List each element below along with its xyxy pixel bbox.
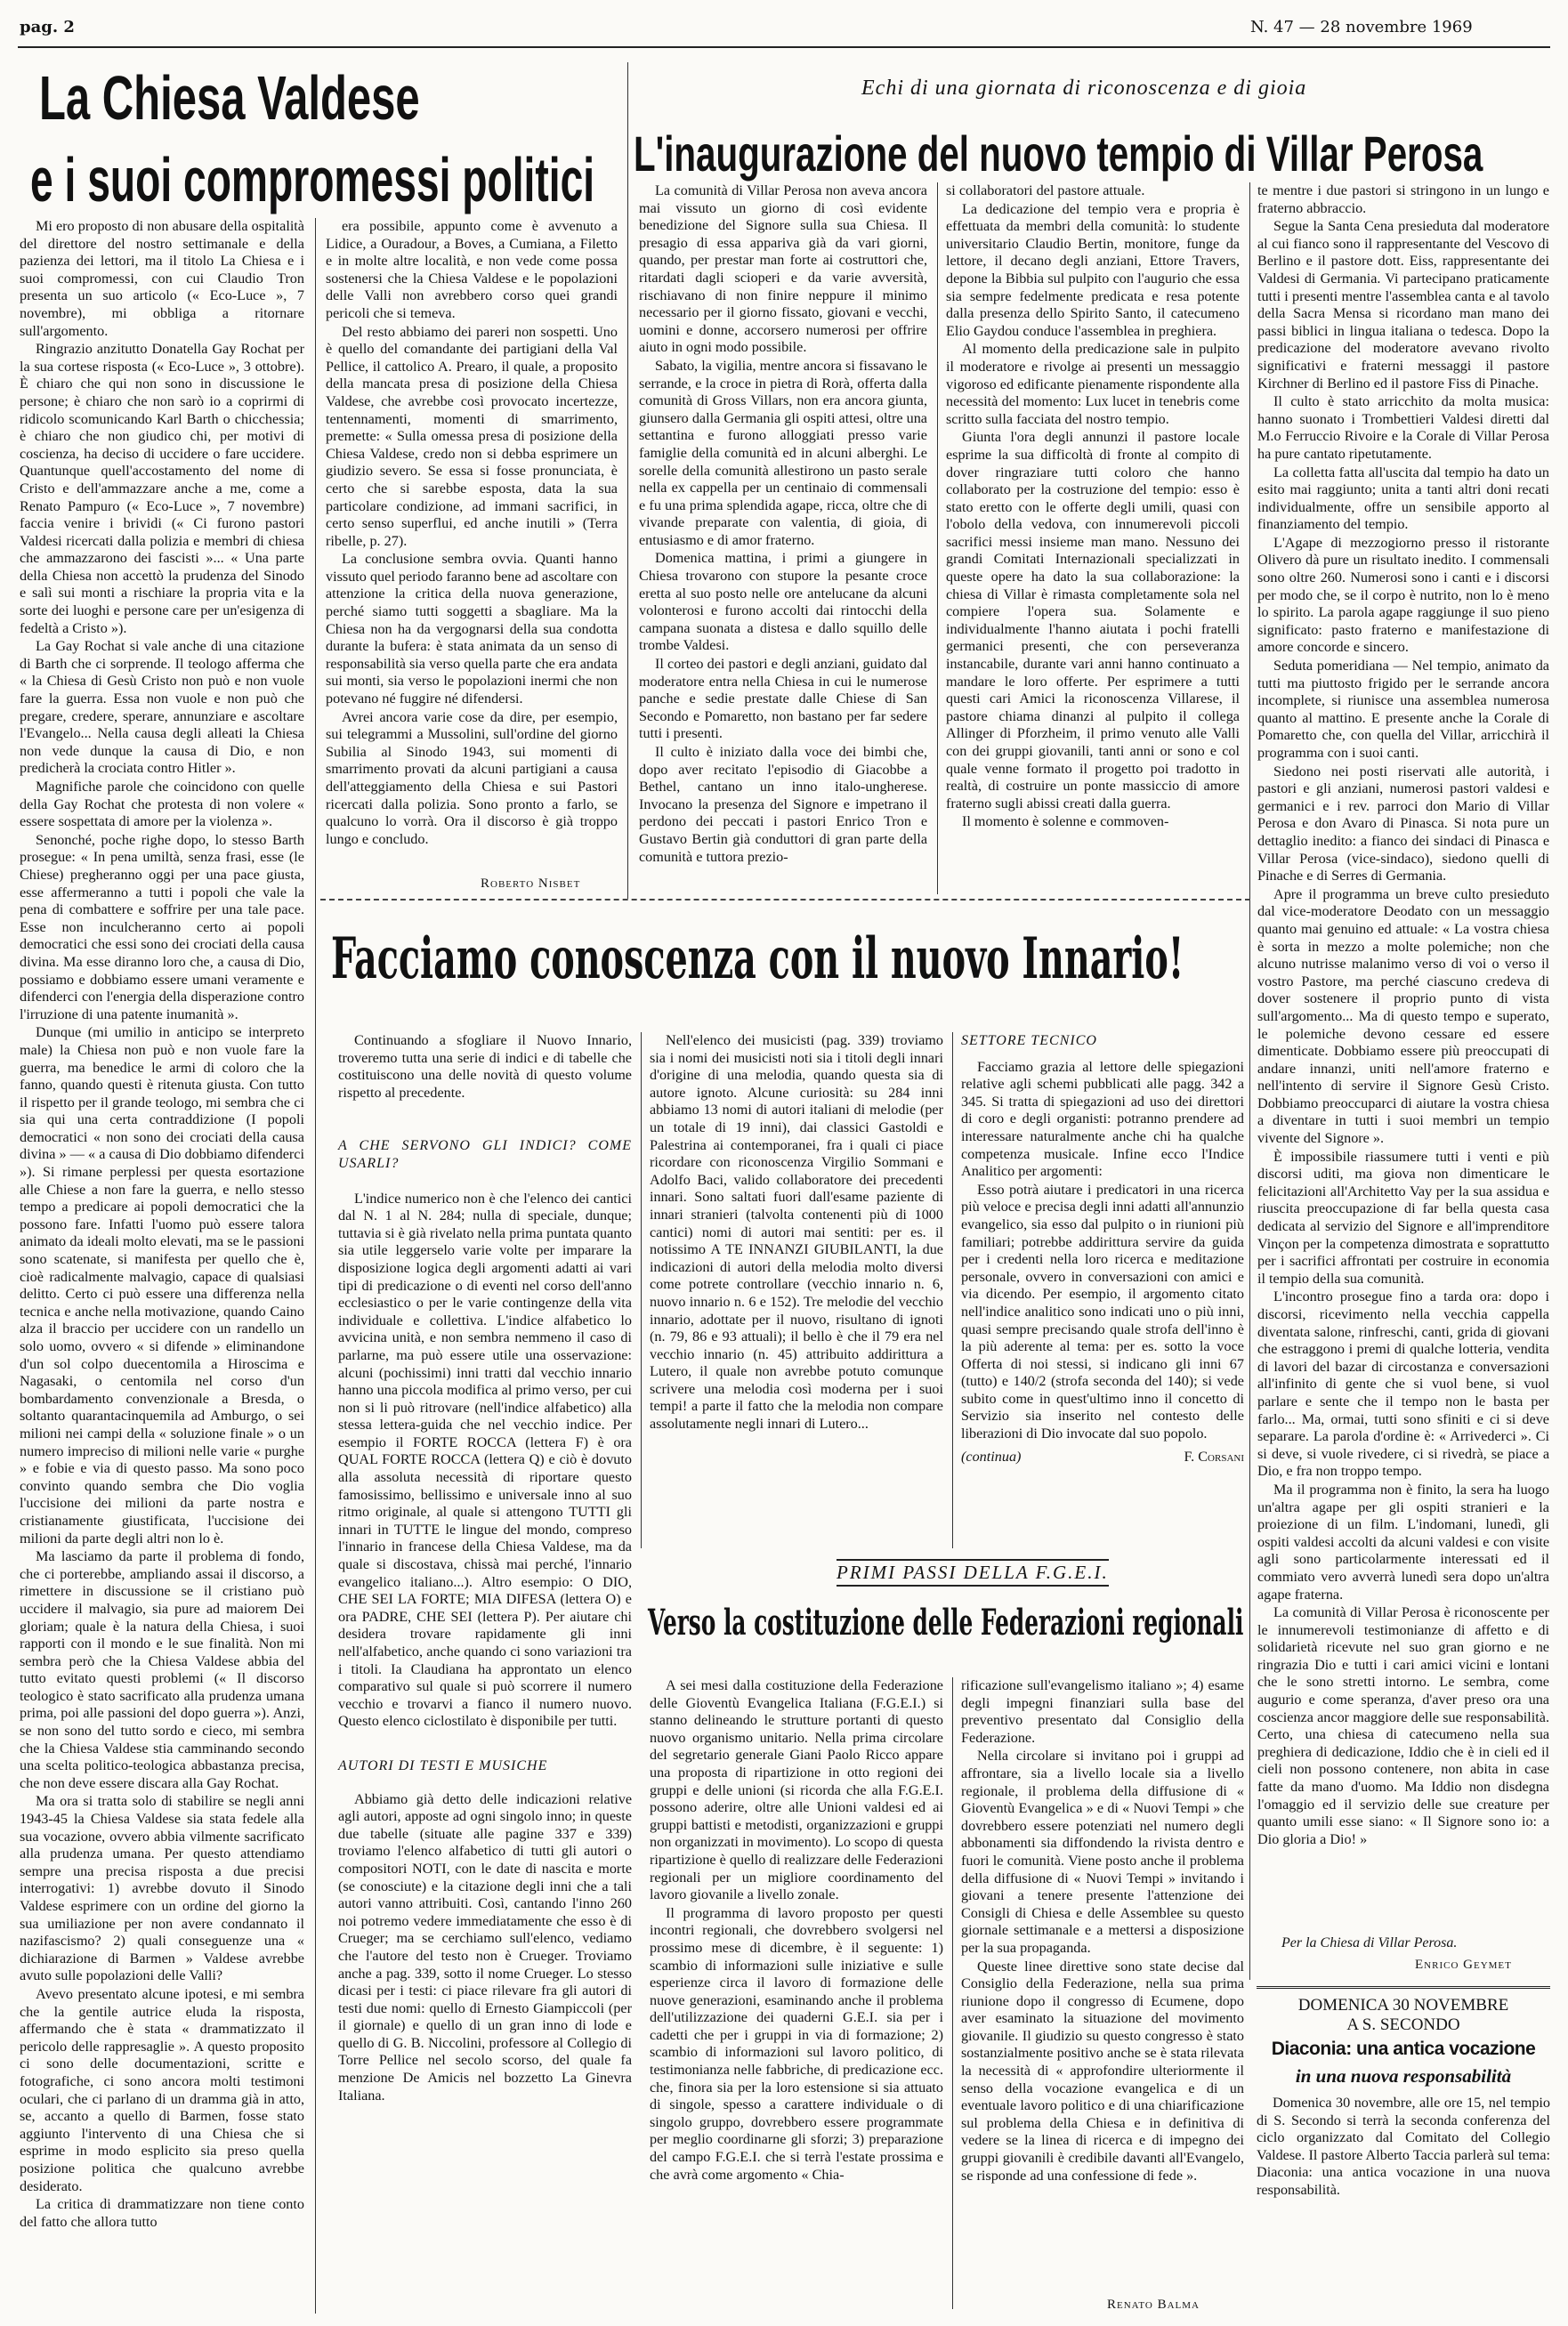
- paragraph: Apre il programma un breve culto presieduto dal vice-moderatore Deodato con un messaggio quanto mai genuino ed attuale: « La vostra chiesa è sorta in mezzo a molte polemiche; non che alcuno nutrisse malanimo verso di voi o verso il vostro Pastore, ma perché ciascuno credeva di dover sostenere il proprio punto di vista sull'argomento... Ma di questo tempo e superato, le polemiche devono cessare ed essere dimenticate. Dobbiamo essere più preoccupati di andare innanzi, uniti nell'amore fraterno e nell'intento di servire il Signore Gesù Cristo. Dobbiamo preoccuparci di aiutare la vostra chiesa a diventare in tutti i suoi membri un tempio vivente del Signore ».: [1257, 885, 1549, 1147]
- paragraph: La Gay Rochat si vale anche di una citazione di Barth che ci sorprende. Il teologo afferma che « la Chiesa di Gesù Cristo non può e non vuole fare la guerra. Essa non vuole e non può che pregare, credere, sperare, annunziare e ascoltare l'Evangelo... Nella causa degli alleati la Chiesa non vede dunque la causa di Dio, e non predicherà la crociata contro Hitler ».: [20, 638, 304, 777]
- article-left-title: [30, 62, 635, 240]
- article-left-col1: [20, 218, 304, 2318]
- fgei-title: Verso la costituzione delle Federazioni regionali: [648, 1602, 1244, 1644]
- paragraph: Abbiamo già detto delle indicazioni relative agli autori, apposte ad ogni singolo inno; in queste due tabelle (situate alle pagine 337 e 339) troviamo l'elenco alfabetico di tutti gli autori o compositori NOTI, con le date di nascita e morte (se conosciute) e la citazione degli inni che a tali autori vanno attribuiti. Così, cantando l'inno 260 noi potremo vedere immediatamente che esso è di Crueger; ma se cerchiamo sull'elenco, vediamo che l'autore del testo non è Crueger. Troviamo anche a pag. 339, sotto il nome Crueger. Lo stesso dicasi per i testi: ci piace rilevare fra gli autori di testi due nomi: quello di Ernesto Giampiccoli (per il giornale) e quello di un gran inno di lode e quello di G. B. Niccolini, professore al Collegio di Torre Pellice nel secolo scorso, del quale fa menzione De Amicis nel bozzetto La Ginevra Italiana.: [338, 1790, 632, 2104]
- article-left-signature: Roberto Nisbet: [481, 876, 581, 891]
- paragraph: L'indice numerico non è che l'elenco dei cantici dal N. 1 al N. 284; nulla di speciale, dunque; tuttavia si è già rivelato nella prima puntata quanto sia utile leggerselo varie volte per imparare la disposizione logica degli argomenti adatti ai vari tipi di predicazione o di eventi nel corso dell'anno ecclesiastico o per le varie contingenze della vita individuale e collettiva. L'indice alfabetico lo avvicina unità, e non sembra nemmeno il caso di parlarne, ma può essere utile una osservazione: alcuni (pochissimi) inni tratti dal vecchio innario hanno una piccola modifica al primo verso, per cui non si li può ritrovare (nell'indice alfabetico) alla stessa lettera-guida che nel vecchio indice. Per esempio il FORTE ROCCA (lettera F) è ora QUAL FORTE ROCCA (lettera Q) e ciò è dovuto alla assoluta necessità di riportare questo famosissimo, bellissimo e universale inno al suo ritmo originale, al quale si attengono TUTTI gli innari in TUTTE le lingue del mondo, compreso l'innario in francese della Chiesa Valdese, ma da quale si discostava, chissà mai perché, l'innario evangelico italiano...). Altro esempio: O DIO, CHE SEI LA FORTE; MIA DIFESA (lettera O) e ora PADRE, CHE SEI (lettera P). Per aiutare chi desidera trovare rapidamente gli inni nell'alfabetico, anche quando ci sono variazioni tra i titoli. Ia Claudiana ha approntato un elenco comparativo sul quale si può scorrere il numero vecchio e trovarvi a fianco il numero nuovo. Questo elenco ciclostilato è disponibile per tutti.: [338, 1190, 632, 1730]
- diaconia-body: Domenica 30 novembre, alle ore 15, nel tempio di S. Secondo si terrà la seconda conferenza del ciclo organizzato dal Comitato del Collegio Valdese. Il pastore Alberto Taccia parlerà sul tema: Diaconia: una antica vocazione in una nuova responsabilità.: [1257, 2095, 1550, 2198]
- paragraph: Magnifiche parole che coincidono con quelle della Gay Rochat che protesta di non volere « essere sospettata di amore per la violenza ».: [20, 779, 304, 830]
- paragraph: A sei mesi dalla costituzione della Federazione delle Gioventù Evangelica Italiana (F.G.E.I.) si stanno delineando le strutture portanti di questo nuovo organismo unitario. Nella prima circolare del segretario generale Giani Paolo Ricco appare una proposta di ripartizione in otto regioni dei gruppi e delle unioni (si ricorda che alla F.G.E.I. possono aderire, oltre alle Unioni valdesi ed ai gruppi battisti e metodisti, organizzazioni e gruppi non organizzati in movimento). Lo scopo di questa ripartizione è quello di realizzare delle Federazioni regionali per un migliore coordinamento del lavoro giovanile a livello zonale.: [650, 1677, 943, 1903]
- continua-label: (continua): [961, 1448, 1022, 1465]
- column-rule: [641, 1032, 642, 1548]
- paragraph: Ma ora si tratta solo di stabilire se negli anni 1943-45 la Chiesa Valdese sia stata fedele alla sua vocazione, ovvero abbia vilmente sacrificato alla prudenza umana. Per questo attendiamo sempre una precisa risposta a due precisi interrogativi: 1) avrebbe dovuto il Sinodo Valdese esprimere con un ordine del giorno la sua umiliazione per non avere condannato il nazifascismo? 2) quali conseguenze una « dichiarazione di Barmen » Valdese avrebbe avuto sulle popolazioni delle Valli?: [20, 1793, 304, 1984]
- paragraph: Seduta pomeridiana — Nel tempio, animato da tutti ma piuttosto frigido per le serrande ancora incomplete, si riunisce una assemblea numerosa quanto al mattino. E presente anche la Corale di Pomaretto che, con quella del Villar, arricchirà il programma con i suoi canti.: [1257, 658, 1549, 761]
- paragraph: La dedicazione del tempio vera e propria è effettuata da membri della comunità: lo studente universitario Claudio Bertin, monitore, funge da lettore, il decano degli anziani, Ettore Travers, depone la Bibbia sul pulpito con l'augurio che essa sia sempre fedelmente predicata e resa potente dalla presenza dello Spirito Santo, il catecumeno Elio Gaydou conduce l'assemblea in preghiera.: [946, 200, 1240, 339]
- innario-title: Facciamo conoscenza con il nuovo Innario!: [331, 925, 1184, 992]
- paragraph: Avrei ancora varie cose da dire, per esempio, sui telegrammi a Mussolini, sull'ordine del giorno Subilia al Sinodo 1943, sui momenti di smarrimento provati da alcuni partigiani a causa dell'atteggiamento della Chiesa e sui Pastori ricercati dalla polizia. Sono pronto a farlo, se qualcuno lo vorrà. Ora il discorso è già troppo lungo e concludo.: [326, 708, 618, 847]
- paragraph: rificazione sull'evangelismo italiano »; 4) esame degli impegni finanziari sulla base del preventivo presentato dal Consiglio della Federazione.: [961, 1677, 1244, 1746]
- villar-signature-line: Per la Chiesa di Villar Perosa.: [1281, 1935, 1458, 1950]
- innario-subhead-autori: AUTORI DI TESTI E MUSICHE: [338, 1757, 548, 1773]
- paragraph: Segue la Santa Cena presieduta dal moderatore al cui fianco sono il rappresentante del Vescovo di Berlino e il pastore dott. Eiss, rappresentante dei Valdesi di Germania. Vi partecipano praticamente tutti i presenti mentre l'assemblea canta e al tavolo della Sacra Mensa si ricordano man mano dei passi biblici in lingua italiana o tedesca. Dopo la predicazione del moderatore avevano rivolto significativi e fraterni messaggi il pastore Kirchner di Berlino ed il pastore Fiss di Pinache.: [1257, 218, 1549, 392]
- paragraph: Il programma di lavoro proposto per questi incontri regionali, che dovrebbero svolgersi nel prossimo mese di dicembre, è il seguente: 1) scambio di informazioni sulle iniziative e sulle esperienze circa il lavoro di formazione delle nuove generazioni, esaminando anche il problema dell'utilizzazione dei quaderni G.E.I. sia per i cadetti che per i gruppi in via di formazione; 2) scambio di informazioni sul lavoro politico, di testimonianza nelle fabbriche, di predicazione ecc. che, finora sia per la loro estensione si sia attuato di singole, spesso a carattere individuale o di singolo gruppo, dovrebbero essere programmate per meglio coordinarne gli sforzi; 3) preparazione del campo F.G.E.I. che si terrà l'estate prossima e che avrà come argomento « Chia-: [650, 1904, 943, 2183]
- paragraph: Senonché, poche righe dopo, lo stesso Barth prosegue: « In pena umiltà, senza frasi, esse (le Chiese) pregheranno oggi per una pace giusta, esse affermeranno a tutti i popoli che vale la pena di combattere e soffrire per una tale pace. Esse non inculcheranno certo ai popoli democratici che essi sono dei crociati della causa divina. Ma esse diranno loro che, a causa di Dio, possiamo e dobbiamo essere umani veramente e difenderci con l'energia della disperazione contro l'irruzione di una patente inumanità ».: [20, 831, 304, 1022]
- fgei-col2: [961, 1677, 1244, 2300]
- paragraph: Del resto abbiamo dei pareri non sospetti. Uno è quello del comandante dei partigiani della Val Pellice, il cattolico A. Prearo, il quale, a proposito della mancata presa di posizione della Chiesa Valdese, che avrebbe così provocato incertezze, tentennamenti, momenti di smarrimento, premette: « Sulla omessa presa di posizione della Chiesa Valdese, credo non si debba esprimere un giudizio severo. Se essa si fosse pronunciata, è certo che si sarebbe esposta, data la sua particolare condizione, ad immani sacrifici, in certo senso superflui, ed anche inutili » (Terra ribelle, p. 27).: [326, 323, 618, 549]
- article-left-title-line1: La Chiesa Valdese: [39, 63, 420, 133]
- fgei-kicker: PRIMI PASSI DELLA F.G.E.I.: [837, 1559, 1109, 1587]
- column-rule: [627, 62, 628, 899]
- paragraph: Nella circolare si invitano poi i gruppi ad affrontare, sia a livello locale sia a livello regionale, il problema della diffusione di « Gioventù Evangelica » e di « Nuovi Tempi » che dovrebbero essere potenziati nel numero degli abbonamenti sia diffondendo la rivista dentro e fuori le comunità. Viene posto anche il problema della diffusione di « Nuovi Tempi » invitando i giovani a tenere presente l'attenzione dei Consigli di Chiesa e delle Assemblee su questo giornale settimanale e a mettersi a disposizione per la sua propaganda.: [961, 1748, 1244, 1956]
- article-left-title-line2: e i suoi compromessi politici: [30, 145, 595, 214]
- paragraph: Esso potrà aiutare i predicatori in una ricerca più veloce e precisa degli inni adatti all'annunzio evangelico, sia esso dal pulpito o in riunioni più familiari; potrebbe addirittura servire da guida per i credenti nella loro ricerca e meditazione personale, ovvero in conversazioni con amici e via dicendo. Per esempio, il argomento citato nell'indice analitico sono indicati uno o più inni, quasi sempre precisando quale strofa dell'inno è la più aderente al tema: per es. sotto la voce Offerta di noi stessi, si indicano gli inni 67 (tutto) e 140/2 (strofa seconda del 140); si vede subito come in quest'ultimo inno il concetto di Servizio sia inserito nel contesto delle liberazioni di Dio invocate dal suo popolo.: [961, 1181, 1244, 1442]
- paragraph: Il culto è stato arricchito da molta musica: hanno suonato i Trombettieri Valdesi diretti dal M.o Ferruccio Rivoire e la Corale di Villar Perosa ha pure cantato ripetutamente.: [1257, 393, 1549, 462]
- column-rule: [952, 1032, 953, 1548]
- paragraph: Ma il programma non è finito, la sera ha luogo un'altra agape per gli ospiti stranieri e la proiezione di un film. L'indomani, lunedì, gli ospiti valdesi accolti da alcuni valdesi e con visite agli sono particolarmente interessati ed il commiato vero avverrà lunedì sera dopo un'altra agape fraterna.: [1257, 1481, 1549, 1603]
- innario-col2: [650, 1032, 943, 1548]
- column-rule: [952, 1677, 953, 2309]
- paragraph: si collaboratori del pastore attuale.: [946, 182, 1145, 198]
- paragraph: È impossibile riassumere tutti i venti e più discorsi uditi, ma giova non dimenticare le felicitazioni all'Architetto Vay per la sua assidua e riuscita preoccupazione di far bella questa casa dedicata al servizio del Signore e all'imprenditore Vinçon per la competenza dimostrata e soprattutto per i sacrifici affrontati per costruire in economia il tempio della sua comunità.: [1257, 1148, 1549, 1287]
- column-rule: [937, 182, 938, 894]
- paragraph: L'Agape di mezzogiorno presso il ristorante Olivero dà pure un risultato inedito. I commensali sono oltre 260. Numerosi sono i canti e i discorsi per modo che, se il corpo è nutrito, non lo è meno lo spirito. La parola agape raggiunge il suo pieno significato: pasto fraterno e manifestazione di amore concorde e sincero.: [1257, 534, 1549, 656]
- villar-col3: [1257, 182, 1549, 1913]
- paragraph: Siedono nei posti riservati alle autorità, i pastori e gli anziani, numerosi pastori valdesi e germanici e i rev. parroci don Mario di Villar Perosa e don Avaro di Pinasca. Si nota pure un dettaglio inedito: a fianco dei sindaci di Pinasca e Villar Perosa (vice-sindaco), siedono quelli di Pinache e di Serres di Germania.: [1257, 763, 1549, 884]
- innario-title-wrap: [320, 925, 1250, 1006]
- paragraph: L'incontro prosegue fino a tarda ora: dopo i discorsi, ricevimento nella vecchia cappella diventata salone, rinfreschi, canti, grida di giovani che estraggono i premi di qualche lotteria, vendita di lavori del bazar di circostanza e conversazioni all'infinito di gente che si vuol bene, si vuol parlare e sente che il tempo non le basta per farlo... Ma, ormai, tutti sono sfiniti e ci si deve separare. La parola d'ordine è: « Arrivederci ». Ci si deve, si vuole rivedere, ci si rivedrà, se piace a Dio, e fra non troppo tempo.: [1257, 1288, 1549, 1480]
- innario-subhead-indici: A CHE SERVONO GLI INDICI? COME USARLI?: [338, 1138, 632, 1171]
- innario-intro: Continuando a sfogliare il Nuovo Innario, troveremo tutta una serie di indici e di tabelle che costituiscono una delle novità di questo volume rispetto al precedente.: [338, 1032, 632, 1101]
- paragraph: Mi ero proposto di non abusare della ospitalità del direttore del nostro settimanale e della pazienza dei lettori, ma il titolo La Chiesa e i suoi compromessi, con cui Claudio Tron presenta un suo articolo (« Eco-Luce », 7 novembre), mi obbliga a ritornare sull'argomento.: [20, 218, 304, 339]
- fgei-signature: Renato Balma: [1107, 2298, 1200, 2312]
- article-left-col2: [326, 218, 618, 847]
- paragraph: Ma lasciamo da parte il problema di fondo, che ci porterebbe, ampliando assai il discorso, a rimettere in discussione se il cristiano può uccidere il malvagio, sia pure ad maiorem Dei gloriam; quale è la natura della Chiesa, i suoi rapporti con il mondo e le sue finalità. Non mi sembra però che la Chiesa Valdese abbia del tutto evitato questi problemi (« Il discorso teologico è stato sacrificato alla prudenza umana prima, poi alle passioni del dopo guerra »). Anzi, se non sono del tutto sordo e cieco, mi sembra che la Chiesa Valdese stia camminando secondo una scelta politico-teologica abbastanza precisa, che non deve essere discara alla Gay Rochat.: [20, 1548, 304, 1791]
- paragraph: Il culto è iniziato dalla voce dei bimbi che, dopo aver recitato l'episodio di Giacobbe a Bethel, cantano un inno italo-ungherese. Invocano la presenza del Signore e impetrano il perdono dei peccati i pastori Enrico Tron e Gustavo Bertin già conduttori di gran parte della comunità e tuttora prezio-: [639, 744, 927, 865]
- villar-signature: Enrico Geymet: [1415, 1958, 1512, 1972]
- issue-date: N. 47 — 28 novembre 1969: [1250, 18, 1473, 36]
- innario-col1: [338, 1032, 632, 2314]
- paragraph: La comunità di Villar Perosa è riconoscente per le innumerevoli testimonianze di affetto e di solidarietà ricevute nel suo gran giorno e ne ringrazia Dio e tutti i cari amici vicini e lontani che le sono stretti intorno. Le sembra, come augurio e come speranza, d'aver preso ora una coscienza ancor maggiore delle sue responsabilità. Certo, una chiesa di catecumeno nella sua preghiera di dedicazione, Iddio che è in cieli ed il cieli non possono contenere, non abita in case fatte da mano d'uomo. Ma Iddio non disdegna l'omaggio ed il servizio delle sue creature per quanto umili esse siano: « Il Signore sono io: a Dio gloria a Dio! »: [1257, 1604, 1549, 1847]
- paragraph: Ringrazio anzitutto Donatella Gay Rochat per la sua cortese risposta (« Eco-Luce », 3 ottobre). È chiaro che qui non sono in discussione le persone; è chiaro che non sarò io a coprirmi di ridicolo scomunicando Karl Barth o chicchessia; è chiaro che non giudico chi, per motivi di coscienza, ha deciso di uccidere o fare uccidere. Quantunque quell'accostamento del nome di Cristo e dell'ammazzare anche a me, come a Renato Pampuro (« Eco-Luce », 7 novembre) faccia venire i brividi (« Ci furono pastori Valdesi ricercati dalla polizia e membri di chiesa che ammazzarono dei fascisti »... « Una parte della Chiesa non accettò la prudenza del Sinodo e salì sui monti a rischiare la propria vita e la sorte dei luoghi e persone care per un'esigenza di fedeltà a Cristo »).: [20, 341, 304, 636]
- diaconia-title-line1: Diaconia: una antica vocazione: [1271, 2039, 1536, 2059]
- paragraph: Il corteo dei pastori e degli anziani, guidato dal moderatore entra nella Chiesa in cui le numerose panche e sedie prestate dalle Chiese di San Secondo e Pomaretto, non bastano per far sedere tutti i presenti.: [639, 656, 927, 742]
- page-number: pag. 2: [20, 18, 75, 36]
- paragraph: era possibile, appunto come è avvenuto a Lidice, a Ouradour, a Boves, a Cumiana, a Filetto e in molte altre località, e non vede come possa sostenersi che la Chiesa Valdese e le popolazioni delle Valli non avrebbero corso quei grandi pericoli che si temeva.: [326, 218, 618, 321]
- innario-signature: F. Corsani: [1184, 1448, 1244, 1465]
- paragraph: Dunque (mi umilio in anticipo se interpreto male) la Chiesa non può e non vuole fare la guerra, ma benedice le armi di coloro che la fanno, quando questi è ritenuta giusta. Con tutto il rispetto per il grande teologo, mi sembra che ci sia qui una certa contraddizione (I popoli democratici « non sono dei crociati della causa divina » — « a causa di Dio dobbiamo difenderci »). Si rimane perplessi per questa esortazione alle Chiese a non fare la guerra, e nello stesso tempo a predicare ai popoli democratici che la possono fare. Infatti l'uomo può essere talora animato da ideali molto elevati, ma se le passioni sono scatenate, si manifesta per quello che è, cioè radicalmente malvagio, capace di qualsiasi delitto. Certo ci può essere una differenza nella tecnica e anche nella motivazione, quando Caino alza il braccio per uccidere con un randello un solo uomo, ovvero « si difende » eliminandone d'un sol colpo duecentomila a Hiroscima e Nagasaki, o centomila nel corso d'un bombardamento convenzionale a Bresda, o soltanto quarantacinquemila ad Amburgo, o sei milioni nei campi della « soluzione finale » o un numero impreciso di milioni nelle varie « purghe » e fobie e via di questo passo. Ma sono poco convinto quando sembra che Dio voglia l'uccisione dei milioni da parte nostra e cristianamente giustificata, l'uccisione dei milioni da parte degli altri non lo è.: [20, 1024, 304, 1547]
- paragraph: te mentre i due pastori si stringono in un lungo e fraterno abbraccio.: [1257, 182, 1549, 216]
- villar-kicker: Echi di una giornata di riconoscenza e di gioia: [861, 77, 1307, 100]
- paragraph: Queste linee direttive sono state decise dal Consiglio della Federazione, nella sua prima riunione dopo il congresso di Ecumene, dopo aver esaminato la situazione del movimento giovanile. Il giudizio su questo congresso è stato sostanzialmente positivo anche se è stata rilevata la necessità di « approfondire ulteriormente il senso della vocazione evangelica e di un eventuale lavoro politico e di una chiarificazione sul problema della Chiesa e in definitiva di vedere se la linea di ricerca e di impegno dei gruppi giovanili è credibile davanti all'Evangelo, se risponde ad una confessione di fede ».: [961, 1958, 1244, 2184]
- villar-col1: [639, 182, 927, 894]
- diaconia-date-line2: A S. SECONDO: [1346, 2015, 1460, 2034]
- paragraph: Facciamo grazia al lettore delle spiegazioni relative agli schemi pubblicati alle pagg. 342 a 345. Si tratta di spiegazioni ad uso dei direttori di coro e degli organisti: potranno prendere ad interessare naturalmente anche chi ha qualche competenza musicale. Infine ecco l'Indice Analitico per argomenti:: [961, 1058, 1244, 1180]
- paragraph: Al momento della predicazione sale in pulpito il moderatore e rivolge ai presenti un messaggio vigoroso ed edificante pienamente rispondente alla necessità del momento: Lux lucet in tenebris come scritto sulla facciata del nostro tempio.: [946, 341, 1240, 427]
- innario-subhead-tecnico: SETTORE TECNICO: [961, 1033, 1097, 1048]
- diaconia-box: [1257, 1986, 1550, 2317]
- paragraph: Avevo presentato alcune ipotesi, e mi sembra che la gentile autrice eluda la risposta, affermando che è stata « drammatizzato il pericolo delle rappresaglie ». A questo proposito ci sono delle documentazioni, scritte e fotografiche, ci sono ancora molti testimoni oculari, che ci parlano di un dramma già in atto, se, accanto a quello di Barmen, fosse stato aggiunto l'intervento di una Chiesa che si esprime in modo esplicito sia preso quella posizione politica che qualcuno avrebbe desiderato.: [20, 1985, 304, 2194]
- paragraph: Domenica mattina, i primi a giungere in Chiesa trovarono con stupore la pesante croce eretta al suo posto nelle ore antelucane da alcuni volonterosi e furono accolti dai rintocchi della campana suonata a distesa e dallo squillo delle trombe Valdesi.: [639, 550, 927, 654]
- paragraph: La conclusione sembra ovvia. Quanti hanno vissuto quel periodo faranno bene ad ascoltare con attenzione la critica della nuova generazione, perché siamo tutti soggetti a sbagliare. Ma la Chiesa non ha da vergognarsi della sua condotta durante la bufera: è stata animata da un senso di responsabilità sia verso quella parte che era andata sui monti, sia verso le popolazioni inermi che non potevano né fuggire né difendersi.: [326, 551, 618, 707]
- fgei-col1: [650, 1677, 943, 2318]
- column-rule: [315, 218, 316, 2314]
- diaconia-date-line1: DOMENICA 30 NOVEMBRE: [1297, 1996, 1509, 2015]
- paragraph: La comunità di Villar Perosa non aveva ancora mai vissuto un giorno di così evidente benedizione del Signore sulla sua Chiesa. Il presagio di essa appariva già da vari giorni, quando, per prestar man forte ai costruttori che, ritardati dagli scioperi e da varie avversità, rischiavano di non finire neppure il minimo necessario per il giorno fissato, giovani e vecchi, uomini e donne, accorsero numerosi per offrire aiuto in ogni modo possibile.: [639, 182, 927, 356]
- column-rule: [1249, 182, 1250, 1980]
- paragraph: La colletta fatta all'uscita dal tempio ha dato un esito mai raggiunto; unita a tanti altri doni recati individualmente, offre un sensibile apporto al finanziamento del tempio.: [1257, 464, 1549, 533]
- villar-title: L'inaugurazione del nuovo tempio di Villar Perosa: [634, 125, 1483, 182]
- villar-col2: [946, 182, 1240, 894]
- section-divider: [320, 899, 1250, 901]
- paragraph: Giunta l'ora degli annunzi il pastore locale esprime la sua difficoltà di fronte al compito di dover ringraziare tutti coloro che hanno collaborato per la costruzione del tempio: esso è stato eretto con le offerte degli umili, quasi con l'obolo della vedova, con innumerevoli piccoli sacrifici messi insieme man mano. Nessuno dei grandi Comitati Internazionali specializzati in queste opere ha dato la sua collaborazione: la chiesa di Villar è rimasta completamente sola nel compiere l'opera sua. Solamente e individualmente l'hanno aiutata i pochi fratelli germanici presenti, che con perseveranza instancabile, durante vari anni hanno continuato a mandare le loro offerte. Per esprimere a tutti questi cari Amici la riconoscenza Villarese, il pastore chiama dinanzi al pulpito il collega Allinger di Pforzheim, il primo venuto alle Valli con dei gruppi giovanili, tanti anni or sono e col quale venne formato il progetto poi tradotto in realtà, di costruire un ponte massiccio di amore fraterno sugli abissi creati dalla guerra.: [946, 429, 1240, 812]
- fgei-title-wrap: [648, 1602, 1244, 1664]
- paragraph: La critica di drammatizzare non tiene conto del fatto che allora tutto: [20, 2196, 304, 2230]
- innario-col3: [961, 1032, 1244, 1566]
- paragraph: Nell'elenco dei musicisti (pag. 339) troviamo sia i nomi dei musicisti noti sia i titoli degli innari d'origine di una melodia, quando questa sia di autore ignoto. Alcune curiosità: su 284 inni abbiamo 13 nomi di autori italiani di melodie (per un totale di 19 inni), dai classici Gastoldi e Palestrina ai contemporanei, fra i quali ci piace ricordare con riconoscenza Virgilio Sommani e Adolfo Baci, valido collaboratore dei precedenti innari. Sono saltati fuori dall'esame paziente di innari stranieri (talvolta contenenti più di 1000 cantici) nomi di autori mai sentiti: per es. il notissimo A TE INNANZI GIUBILANTI, la due indicazioni di autori della melodia molto diversi come potrete controllare (vecchio innario n. 6, nuovo innario n. 6 e 152). Tre melodie del vecchio innario, adottate per il nuovo, risultano di ignoti (n. 79, 86 e 93 attuali); il bello è che il 79 era nel vecchio innario (n. 45) attribuito addirittura a Lutero, il quale non avrebbe potuto comunque scrivere una melodia così moderna per i suoi tempi! a parte il fatto che la melodia non compare assolutamente negli innari di Lutero...: [650, 1032, 943, 1433]
- paragraph: Il momento è solenne e commoven-: [962, 813, 1169, 830]
- diaconia-title-line2: in una nuova responsabilità: [1295, 2065, 1512, 2087]
- paragraph: Sabato, la vigilia, mentre ancora si fissavano le serrande, e la croce in pietra di Rorà, offerta dalla comunità di Gross Villars, non era ancora giunta, giunsero dalla Germania gli ospiti attesi, oltre una settantina e furono alloggiati presso varie famiglie della comunità ed in alcuni alberghi. Le sorelle della comunità allestirono un pasto serale nella ex cappella per un centinaio di commensali e fu una prima splendida agape, ricca, oltre che di vivande preparate con valentia, di gioia, di entusiasmo e di amor fraterno.: [639, 357, 927, 548]
- header-rule: [18, 46, 1550, 48]
